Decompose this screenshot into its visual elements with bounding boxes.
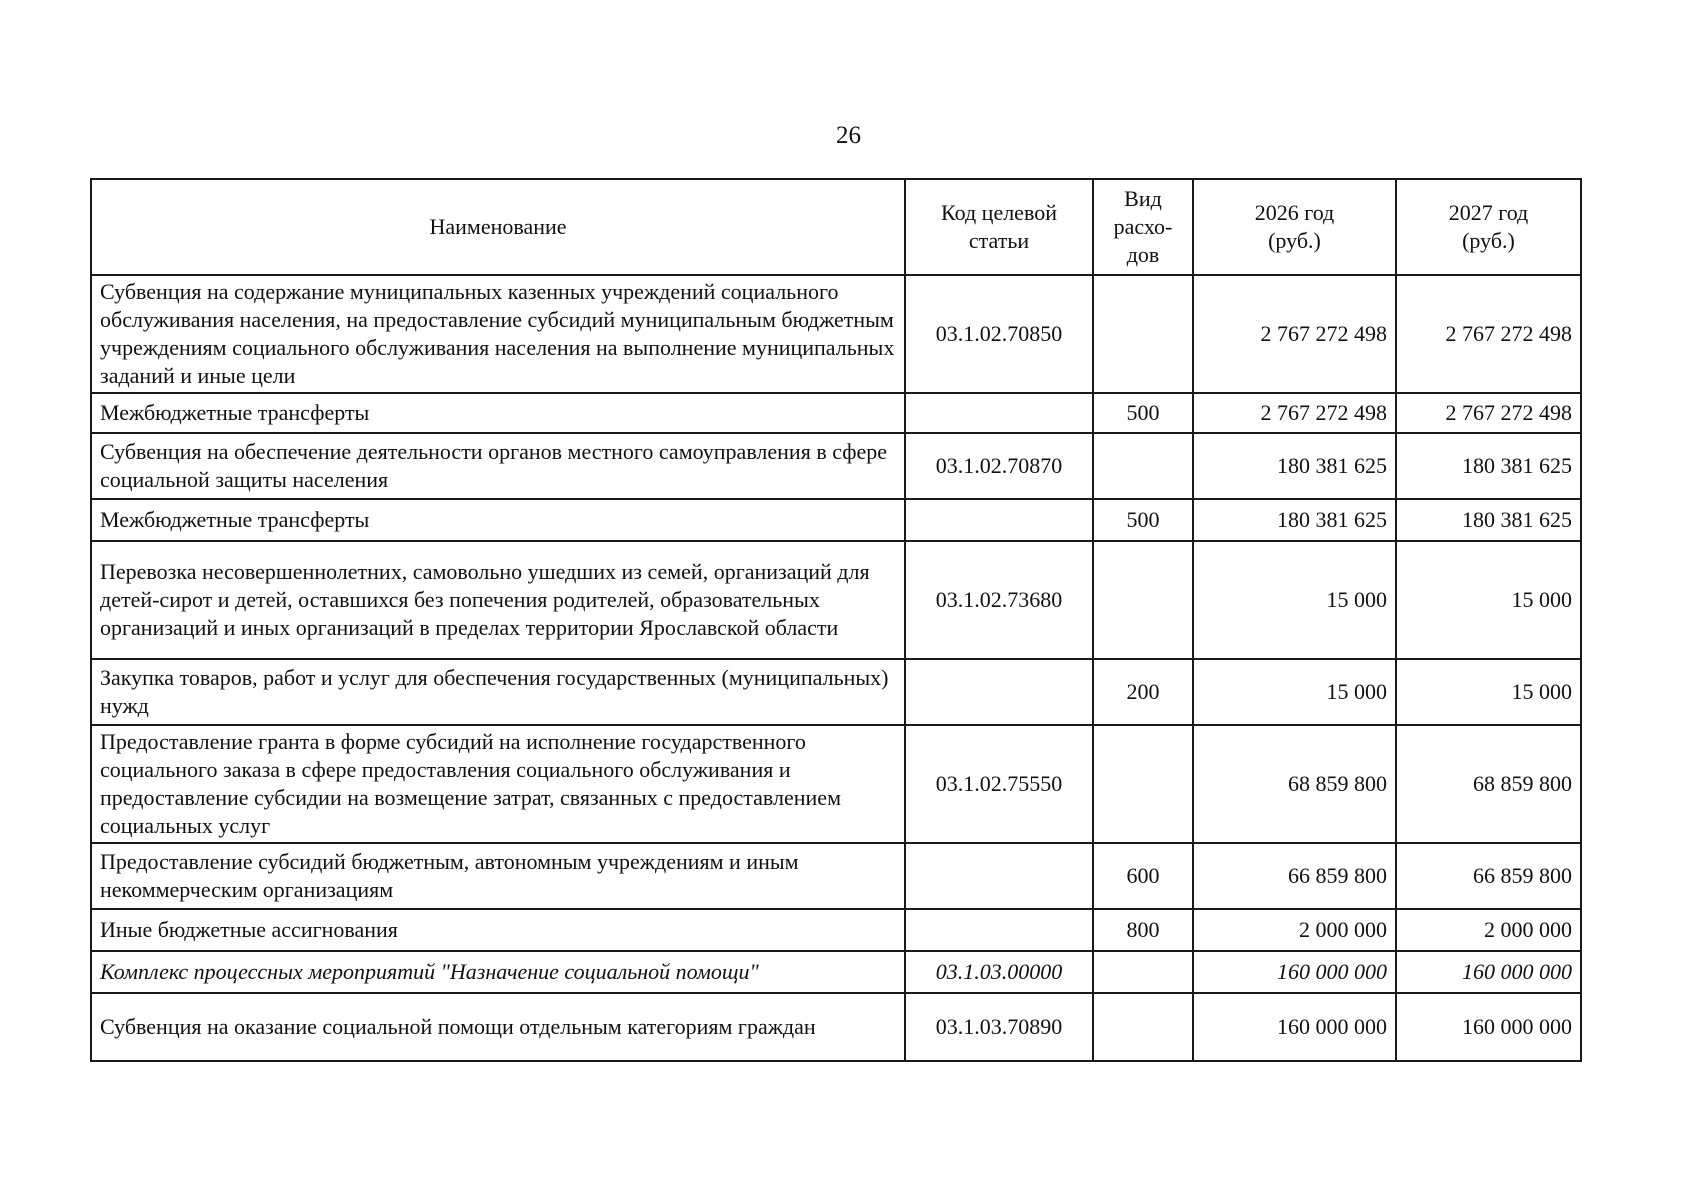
table-row <box>91 993 1581 1061</box>
row-code: 03.1.03.00000 <box>905 951 1093 993</box>
row-name: Закупка товаров, работ и услуг для обеспечения государственных (муниципальных) нужд <box>91 659 905 725</box>
row-expense-type: 600 <box>1093 843 1193 909</box>
row-expense-type <box>1093 275 1193 393</box>
page-number: 26 <box>836 122 861 149</box>
row-code <box>905 843 1093 909</box>
table-row <box>91 843 1581 909</box>
row-expense-type <box>1093 725 1193 843</box>
row-expense-type <box>1093 433 1193 499</box>
row-year-2027: 68 859 800 <box>1396 725 1581 843</box>
header-year-2026: 2026 год (руб.) <box>1193 179 1396 275</box>
table-header-row <box>91 179 1581 275</box>
row-name: Субвенция на обеспечение деятельности органов местного самоуправления в сфере социальной защиты населения <box>91 433 905 499</box>
row-name: Предоставление субсидий бюджетным, автономным учреждениям и иным некоммерческим организациям <box>91 843 905 909</box>
row-name: Межбюджетные трансферты <box>91 393 905 433</box>
row-expense-type: 500 <box>1093 393 1193 433</box>
row-year-2027: 2 767 272 498 <box>1396 275 1581 393</box>
row-year-2026: 180 381 625 <box>1193 499 1396 541</box>
budget-table <box>90 178 1582 1062</box>
row-code <box>905 659 1093 725</box>
row-expense-type: 800 <box>1093 909 1193 951</box>
row-expense-type <box>1093 541 1193 659</box>
row-year-2026: 2 000 000 <box>1193 909 1396 951</box>
table-row <box>91 275 1581 393</box>
row-code <box>905 909 1093 951</box>
row-year-2027: 2 767 272 498 <box>1396 393 1581 433</box>
row-name: Субвенция на оказание социальной помощи отдельным категориям граждан <box>91 993 905 1061</box>
row-code: 03.1.02.70870 <box>905 433 1093 499</box>
row-year-2026: 160 000 000 <box>1193 951 1396 993</box>
header-name: Наименование <box>91 179 905 275</box>
table-row <box>91 433 1581 499</box>
row-expense-type <box>1093 951 1193 993</box>
table-row <box>91 951 1581 993</box>
row-year-2027: 66 859 800 <box>1396 843 1581 909</box>
row-name: Предоставление гранта в форме субсидий на исполнение государственного социального заказа в сфере предоставления социального обслуживания и предоставление субсидии на возмещение затрат, связанных с предоставлением социальных услуг <box>91 725 905 843</box>
row-name: Субвенция на содержание муниципальных казенных учреждений социального обслуживания населения, на предоставление субсидий муниципальным бюджетным учреждениям социального обслуживания населения на выполнение муниципальных заданий и иные цели <box>91 275 905 393</box>
table-row <box>91 393 1581 433</box>
table-row <box>91 909 1581 951</box>
row-code <box>905 499 1093 541</box>
row-code: 03.1.02.75550 <box>905 725 1093 843</box>
row-expense-type <box>1093 993 1193 1061</box>
row-expense-type: 200 <box>1093 659 1193 725</box>
row-code <box>905 393 1093 433</box>
row-year-2027: 160 000 000 <box>1396 993 1581 1061</box>
row-year-2026: 68 859 800 <box>1193 725 1396 843</box>
row-year-2026: 15 000 <box>1193 541 1396 659</box>
table-row <box>91 659 1581 725</box>
row-year-2026: 160 000 000 <box>1193 993 1396 1061</box>
row-year-2027: 160 000 000 <box>1396 951 1581 993</box>
row-name: Комплекс процессных мероприятий "Назначение социальной помощи" <box>91 951 905 993</box>
row-name: Иные бюджетные ассигнования <box>91 909 905 951</box>
row-name: Перевозка несовершеннолетних, самовольно ушедших из семей, организаций для детей-сирот и детей, оставшихся без попечения родителей, образовательных организаций и иных организаций в пределах территории Ярославской области <box>91 541 905 659</box>
row-code: 03.1.03.70890 <box>905 993 1093 1061</box>
row-year-2027: 180 381 625 <box>1396 433 1581 499</box>
header-year-2027: 2027 год (руб.) <box>1396 179 1581 275</box>
row-year-2026: 15 000 <box>1193 659 1396 725</box>
row-year-2026: 2 767 272 498 <box>1193 393 1396 433</box>
row-expense-type: 500 <box>1093 499 1193 541</box>
row-year-2027: 2 000 000 <box>1396 909 1581 951</box>
table-row <box>91 541 1581 659</box>
row-year-2027: 15 000 <box>1396 659 1581 725</box>
row-name: Межбюджетные трансферты <box>91 499 905 541</box>
row-code: 03.1.02.73680 <box>905 541 1093 659</box>
row-code: 03.1.02.70850 <box>905 275 1093 393</box>
row-year-2026: 66 859 800 <box>1193 843 1396 909</box>
row-year-2026: 2 767 272 498 <box>1193 275 1396 393</box>
header-expense-type: Вид расхо-дов <box>1093 179 1193 275</box>
header-code: Код целевой статьи <box>905 179 1093 275</box>
row-year-2026: 180 381 625 <box>1193 433 1396 499</box>
row-year-2027: 15 000 <box>1396 541 1581 659</box>
table-row <box>91 499 1581 541</box>
row-year-2027: 180 381 625 <box>1396 499 1581 541</box>
table-row <box>91 725 1581 843</box>
